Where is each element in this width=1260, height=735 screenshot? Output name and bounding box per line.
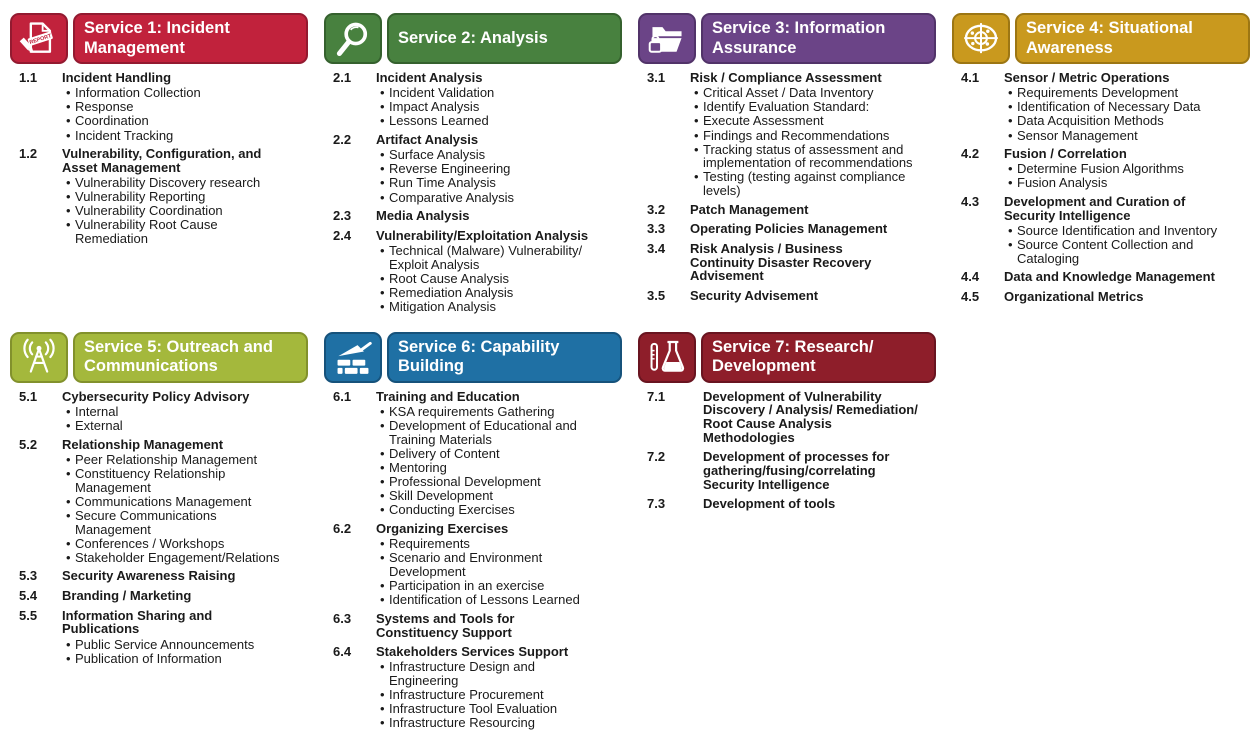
item-number: 3.3 (647, 221, 666, 237)
service-item (10, 609, 308, 666)
item-number: 2.1 (333, 70, 352, 85)
item-body (690, 71, 936, 198)
item-number: 5.5 (19, 607, 38, 623)
item-body (1004, 195, 1250, 265)
item-body (376, 390, 622, 517)
bullet-item: • Peer Relationship Management (62, 452, 290, 466)
item-label: Sensor / Metric Operations (1004, 70, 1170, 85)
item-body (376, 612, 622, 640)
bullet-item: • Publication of Information (62, 651, 290, 665)
item-number: 7.2 (647, 449, 666, 465)
service-item (638, 71, 936, 198)
bullet-item: • Infrastructure Tool Evaluation (376, 702, 604, 716)
item-body (62, 71, 308, 142)
item-number: 5.2 (19, 436, 38, 452)
bullet-item: • KSA requirements Gathering (376, 404, 604, 418)
bullet-item: • Findings and Recommendations (690, 128, 918, 142)
service-title: Service 5: Outreach and Communications (84, 337, 273, 376)
item-body (703, 497, 936, 512)
service-title: Service 6: Capability Building (398, 337, 560, 376)
service-title: Service 3: Information Assurance (712, 19, 886, 57)
item-number: 3.4 (647, 241, 666, 257)
magnifier-icon (324, 13, 382, 64)
item-body (1004, 147, 1250, 190)
bullet-item: • Source Content Collection and Cataloging (1004, 238, 1232, 266)
bullet-item: • Skill Development (376, 489, 604, 503)
item-body (62, 589, 308, 604)
service-item (952, 147, 1250, 190)
bullet-item: • Communications Management (62, 494, 290, 508)
item-body (703, 450, 936, 492)
bullet-item: • Information Collection (62, 86, 290, 100)
bullet-item: • Infrastructure Resourcing (376, 716, 604, 730)
bullet-item: • Incident Validation (376, 86, 604, 100)
service-header (324, 13, 622, 64)
service-title-bar (73, 13, 308, 64)
service-header (638, 13, 936, 64)
folder-lock-icon (638, 13, 696, 64)
service-title-bar (73, 332, 308, 383)
service-header (638, 332, 936, 383)
bullet-item: • Reverse Engineering (376, 162, 604, 176)
bullet-item: • Lessons Learned (376, 114, 604, 128)
item-label: Information Sharing and Publications (62, 607, 213, 637)
bullet-item: • Critical Asset / Data Inventory (690, 86, 918, 100)
service-header (10, 13, 308, 64)
bullet-item: • Vulnerability Discovery research (62, 175, 290, 189)
item-body (690, 203, 936, 218)
service-item (638, 289, 936, 304)
bullet-item: • Vulnerability Coordination (62, 204, 290, 218)
bullet-item: • Run Time Analysis (376, 176, 604, 190)
item-body (690, 222, 936, 237)
item-label: Organizing Exercises (376, 521, 509, 537)
item-number: 4.2 (961, 146, 980, 162)
bullet-item: • Professional Development (376, 475, 604, 489)
service-title-bar (701, 13, 936, 64)
bullet-item: • Constituency Relationship Management (62, 466, 290, 494)
service-item (638, 497, 936, 512)
bullet-item: • Identification of Lessons Learned (376, 593, 604, 607)
service-title-bar (701, 332, 936, 383)
item-number: 4.1 (961, 70, 980, 85)
bullet-item: • External (62, 419, 290, 433)
item-number: 3.2 (647, 201, 666, 217)
bullet-item: • Impact Analysis (376, 100, 604, 114)
item-label: Incident Handling (62, 70, 172, 85)
service-item (324, 390, 622, 517)
service-item (324, 522, 622, 607)
service-header (952, 13, 1250, 64)
bullet-item: • Execute Assessment (690, 114, 918, 128)
service-title-bar (387, 332, 622, 383)
item-number: 7.1 (647, 388, 666, 404)
item-body (703, 390, 936, 446)
item-label: Cybersecurity Policy Advisory (62, 388, 250, 404)
bullet-item: • Mentoring (376, 460, 604, 474)
bullet-item: • Requirements Development (1004, 86, 1232, 100)
item-number: 4.5 (961, 288, 980, 304)
bullet-item: • Sensor Management (1004, 128, 1232, 142)
bullet-item: • Stakeholder Engagement/Relations (62, 550, 290, 564)
bullet-item: • Development of Educational and Training Materials (376, 419, 604, 447)
item-body (690, 242, 936, 284)
bullet-item: • Incident Tracking (62, 128, 290, 142)
service-panel-7 (638, 332, 936, 517)
item-number: 2.4 (333, 227, 352, 243)
service-item (638, 450, 936, 492)
item-label: Relationship Management (62, 436, 224, 452)
item-label: Data and Knowledge Management (1004, 269, 1215, 285)
item-number: 1.2 (19, 146, 38, 162)
report-document-pencil-icon (10, 13, 68, 64)
bullet-item: • Scenario and Environment Development (376, 551, 604, 579)
service-title: Service 7: Research/ Development (712, 337, 874, 376)
item-body (376, 209, 622, 224)
item-body (376, 71, 622, 128)
flask-testtube-icon (638, 332, 696, 383)
bullet-item: • Tracking status of assessment and implementation of recommendations (690, 142, 918, 170)
trowel-bricks-icon (324, 332, 382, 383)
bullet-item: • Public Service Announcements (62, 637, 290, 651)
bullet-item: • Participation in an exercise (376, 579, 604, 593)
item-label: Stakeholders Services Support (376, 644, 569, 660)
item-label: Risk Analysis / Business Continuity Disaster Recovery Advisement (690, 241, 872, 284)
service-item (324, 612, 622, 640)
bullet-item: • Secure Communications Management (62, 508, 290, 536)
service-item (10, 147, 308, 245)
service-header (10, 332, 308, 383)
service-item (952, 71, 1250, 142)
bullet-item: • Testing (testing against compliance levels) (690, 170, 918, 198)
service-panel-2 (324, 13, 622, 319)
item-body (1004, 290, 1250, 305)
item-label: Development of Vulnerability Discovery / Analysis/ Remediation/ Root Cause Analysis Methodologies (703, 388, 918, 445)
item-label: Systems and Tools for Constituency Support (376, 610, 515, 640)
service-panel-4 (952, 13, 1250, 310)
item-number: 7.3 (647, 496, 666, 512)
item-number: 5.3 (19, 568, 38, 584)
service-item (324, 229, 622, 314)
item-body (62, 609, 308, 666)
service-item (10, 569, 308, 584)
item-number: 6.1 (333, 388, 352, 404)
item-number: 3.5 (647, 287, 666, 303)
service-item (324, 133, 622, 204)
service-item (324, 71, 622, 128)
item-number: 4.3 (961, 194, 980, 210)
item-body (376, 133, 622, 204)
service-item (10, 589, 308, 604)
bullet-item: • Source Identification and Inventory (1004, 223, 1232, 237)
item-label: Security Awareness Raising (62, 568, 236, 584)
service-title: Service 1: Incident Management (84, 19, 230, 57)
item-label: Development of tools (703, 496, 836, 512)
service-panel-1 (10, 13, 308, 251)
item-label: Risk / Compliance Assessment (690, 70, 882, 85)
service-title: Service 2: Analysis (398, 28, 548, 47)
item-label: Patch Management (690, 201, 809, 217)
item-body (1004, 71, 1250, 142)
item-number: 6.4 (333, 644, 352, 660)
bullet-item: • Internal (62, 404, 290, 418)
item-label: Training and Education (376, 388, 520, 404)
target-compass-icon (952, 13, 1010, 64)
item-label: Branding / Marketing (62, 588, 192, 604)
item-number: 2.3 (333, 208, 352, 224)
item-label: Vulnerability, Configuration, and Asset Management (62, 146, 262, 175)
item-number: 4.4 (961, 269, 980, 285)
item-body (62, 390, 308, 433)
item-body (376, 522, 622, 607)
service-item (10, 71, 308, 142)
service-item (638, 390, 936, 446)
item-label: Media Analysis (376, 208, 470, 224)
bullet-item: • Vulnerability Root Cause Remediation (62, 218, 290, 246)
item-label: Operating Policies Management (690, 221, 888, 237)
bullet-item: • Surface Analysis (376, 148, 604, 162)
service-item (324, 209, 622, 224)
item-number: 5.1 (19, 388, 38, 404)
service-panel-3 (638, 13, 936, 309)
item-body (62, 438, 308, 565)
service-title-bar (1015, 13, 1250, 64)
bullet-item: • Infrastructure Design and Engineering (376, 660, 604, 688)
bullet-item: • Fusion Analysis (1004, 176, 1232, 190)
bullet-item: • Coordination (62, 114, 290, 128)
item-label: Security Advisement (690, 287, 819, 303)
item-body (376, 645, 622, 730)
bullet-item: • Response (62, 100, 290, 114)
item-number: 6.3 (333, 610, 352, 626)
item-label: Development and Curation of Security Intelligence (1004, 194, 1186, 223)
item-number: 6.2 (333, 521, 352, 537)
item-label: Artifact Analysis (376, 132, 479, 148)
bullet-item: • Identification of Necessary Data (1004, 100, 1232, 114)
bullet-item: • Infrastructure Procurement (376, 688, 604, 702)
bullet-item: • Vulnerability Reporting (62, 190, 290, 204)
service-item (952, 195, 1250, 265)
item-body (690, 289, 936, 304)
bullet-item: • Mitigation Analysis (376, 300, 604, 314)
service-title-bar (387, 13, 622, 64)
item-label: Incident Analysis (376, 70, 483, 85)
service-item (952, 290, 1250, 305)
item-body (62, 569, 308, 584)
bullet-item: • Remediation Analysis (376, 285, 604, 299)
item-number: 5.4 (19, 588, 38, 604)
bullet-item: • Conferences / Workshops (62, 536, 290, 550)
bullet-item: • Delivery of Content (376, 446, 604, 460)
svg-text:REPORT: REPORT (28, 32, 53, 46)
item-number: 2.2 (333, 132, 352, 148)
service-item (952, 270, 1250, 285)
item-label: Development of processes for gathering/fusing/correlating Security Intelligence (703, 449, 890, 492)
bullet-item: • Conducting Exercises (376, 503, 604, 517)
item-body (1004, 270, 1250, 285)
item-label: Fusion / Correlation (1004, 146, 1127, 162)
service-item (638, 203, 936, 218)
item-label: Organizational Metrics (1004, 288, 1144, 304)
item-label: Vulnerability/Exploitation Analysis (376, 227, 589, 243)
bullet-item: • Identify Evaluation Standard: (690, 100, 918, 114)
item-body (376, 229, 622, 314)
service-panel-5 (10, 332, 308, 671)
service-panel-6 (324, 332, 622, 735)
bullet-item: • Root Cause Analysis (376, 271, 604, 285)
service-item (638, 242, 936, 284)
bullet-item: • Requirements (376, 537, 604, 551)
service-item (638, 222, 936, 237)
service-item (10, 390, 308, 433)
bullet-item: • Determine Fusion Algorithms (1004, 162, 1232, 176)
bullet-item: • Technical (Malware) Vulnerability/ Exploit Analysis (376, 244, 604, 272)
item-number: 1.1 (19, 70, 38, 85)
service-item (324, 645, 622, 730)
broadcast-antenna-icon (10, 332, 68, 383)
service-header (324, 332, 622, 383)
item-number: 3.1 (647, 70, 666, 85)
bullet-item: • Comparative Analysis (376, 190, 604, 204)
service-title: Service 4: Situational Awareness (1026, 19, 1193, 57)
service-item (10, 438, 308, 565)
bullet-item: • Data Acquisition Methods (1004, 114, 1232, 128)
item-body (62, 147, 308, 245)
